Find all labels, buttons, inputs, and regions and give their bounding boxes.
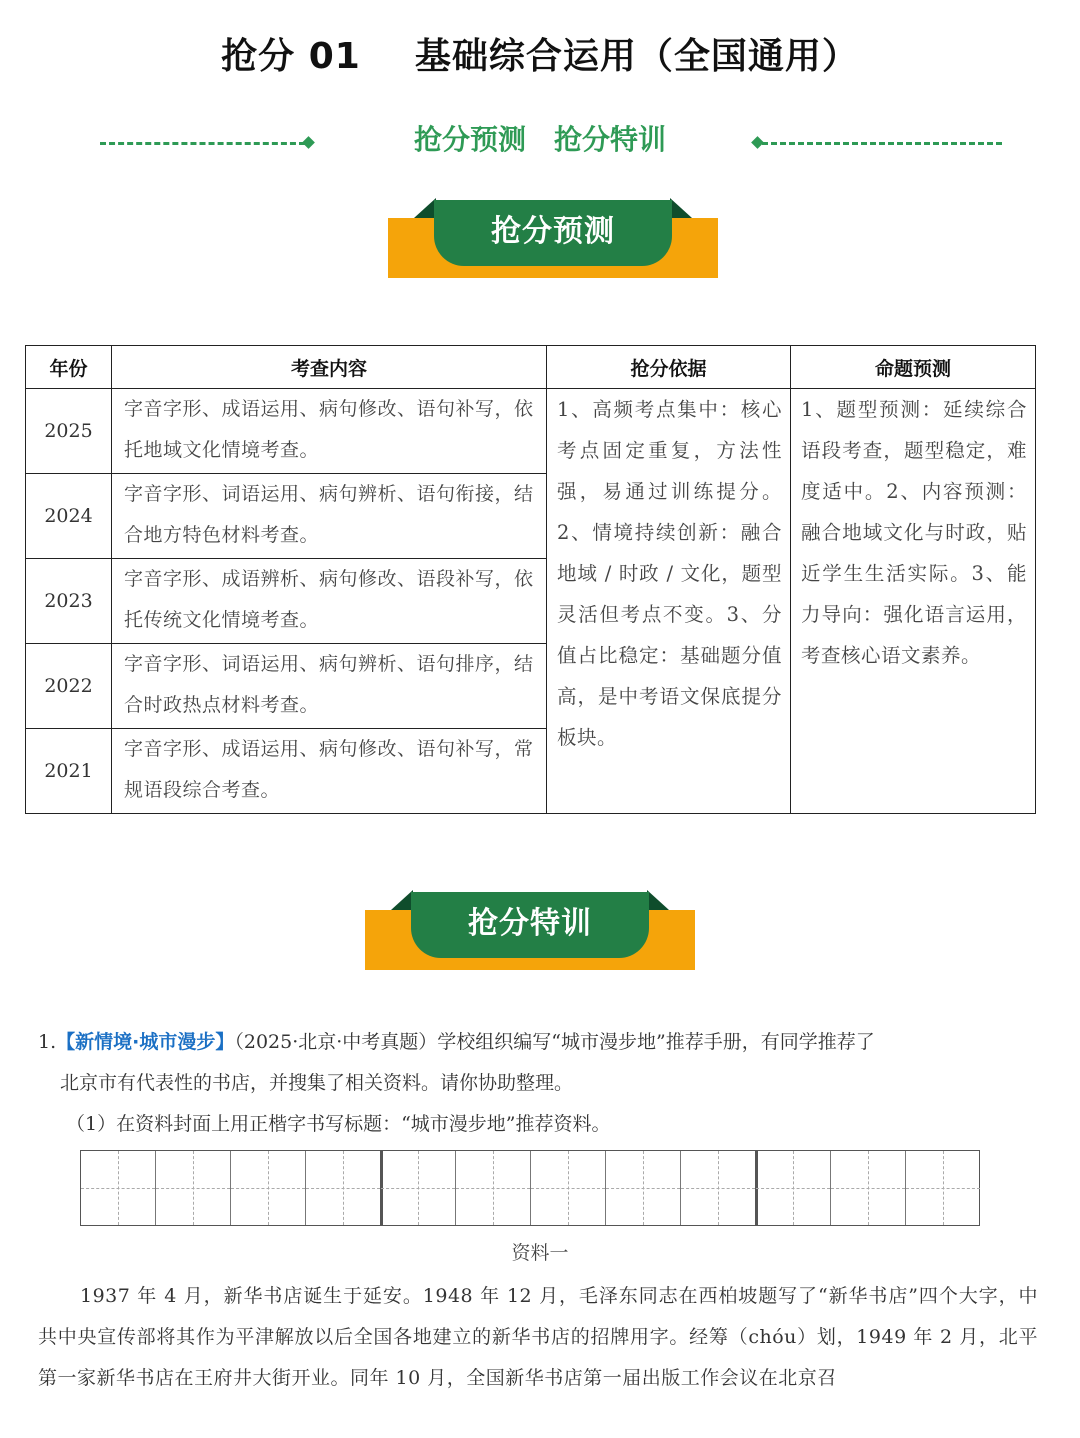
content-cell: 字音字形、成语辨析、病句修改、语段补写，依托传统文化情境考查。 xyxy=(112,559,547,644)
material-title: 资料一 xyxy=(511,1242,569,1264)
question-tag: 【新情境·城市漫步】 xyxy=(56,1031,235,1053)
content-cell: 字音字形、成语运用、病句修改、语句补写，依托地域文化情境考查。 xyxy=(112,389,547,474)
question-stem-line2: 北京市有代表性的书店，并搜集了相关资料。请你协助整理。 xyxy=(60,1072,574,1094)
grid-cell[interactable] xyxy=(606,1151,681,1225)
content-cell: 字音字形、词语运用、病句辨析、语句衔接，结合地方特色材料考查。 xyxy=(112,474,547,559)
grid-cell[interactable] xyxy=(756,1151,831,1225)
grid-cell[interactable] xyxy=(456,1151,531,1225)
year-cell: 2023 xyxy=(26,559,112,644)
content-cell: 字音字形、词语运用、病句辨析、语句排序，结合时政热点材料考查。 xyxy=(112,644,547,729)
year-cell: 2024 xyxy=(26,474,112,559)
question-1 xyxy=(38,1022,1038,1145)
prediction-cell: 1、题型预测：延续综合语段考查，题型稳定，难度适中。2、内容预测：融合地域文化与时政，贴近学生生活实际。3、能力导向：强化语言运用，考查核心语文素养。 xyxy=(791,389,1036,814)
header-basis: 抢分依据 xyxy=(547,346,791,389)
question-stem-line1: （2025·北京·中考真题）学校组织编写“城市漫步地”推荐手册，有同学推荐了 xyxy=(234,1031,875,1053)
subquestion-1: （1）在资料封面上用正楷字书写标题：“城市漫步地”推荐资料。 xyxy=(66,1113,611,1135)
banner-label: 抢分特训 xyxy=(411,892,649,958)
table-header-row xyxy=(26,346,1036,389)
grid-cell[interactable] xyxy=(831,1151,906,1225)
title-part2: 基础综合运用（全国通用） xyxy=(414,36,859,77)
writing-grid[interactable] xyxy=(80,1150,980,1226)
header-prediction: 命题预测 xyxy=(791,346,1036,389)
title-part1: 抢分 01 xyxy=(221,36,361,77)
section-banner-train xyxy=(365,890,695,972)
grid-cell[interactable] xyxy=(906,1151,980,1225)
question-number: 1. xyxy=(38,1031,57,1053)
basis-cell: 1、高频考点集中：核心考点固定重复，方法性强，易通过训练提分。2、情境持续创新：融合地域 / 时政 / 文化，题型灵活但考点不变。3、分值占比稳定：基础题分值高，是中考语文保底提分板块。 xyxy=(547,389,791,814)
table-row xyxy=(26,389,1036,474)
header-content: 考查内容 xyxy=(112,346,547,389)
material-body: 1937 年 4 月，新华书店诞生于延安。1948 年 12 月，毛泽东同志在西柏坡题写了“新华书店”四个大字，中共中央宣传部将其作为平津解放以后全国各地建立的新华书店的招牌用字。经筹（chóu）划，1949 年 2 月，北平第一家新华书店在王府井大街开业。同年 10 月，全国新华书店第一届出版工作会议在北京召 xyxy=(38,1285,1038,1389)
grid-cell[interactable] xyxy=(381,1151,456,1225)
banner-label: 抢分预测 xyxy=(434,200,672,266)
prediction-table xyxy=(25,345,1036,814)
grid-cell[interactable] xyxy=(231,1151,306,1225)
nav-link-train[interactable]: 抢分特训 xyxy=(554,123,667,156)
grid-cell[interactable] xyxy=(531,1151,606,1225)
year-cell: 2022 xyxy=(26,644,112,729)
grid-cell[interactable] xyxy=(306,1151,383,1225)
section-nav xyxy=(0,118,1080,166)
divider-right xyxy=(762,142,1002,145)
year-cell: 2025 xyxy=(26,389,112,474)
content-cell: 字音字形、成语运用、病句修改、语句补写，常规语段综合考查。 xyxy=(112,729,547,814)
section-banner-predict xyxy=(388,198,718,280)
year-cell: 2021 xyxy=(26,729,112,814)
nav-link-predict[interactable]: 抢分预测 xyxy=(413,123,526,156)
grid-cell[interactable] xyxy=(681,1151,758,1225)
grid-cell[interactable] xyxy=(156,1151,231,1225)
page-title xyxy=(0,28,1080,79)
grid-cell[interactable] xyxy=(81,1151,156,1225)
header-year: 年份 xyxy=(26,346,112,389)
